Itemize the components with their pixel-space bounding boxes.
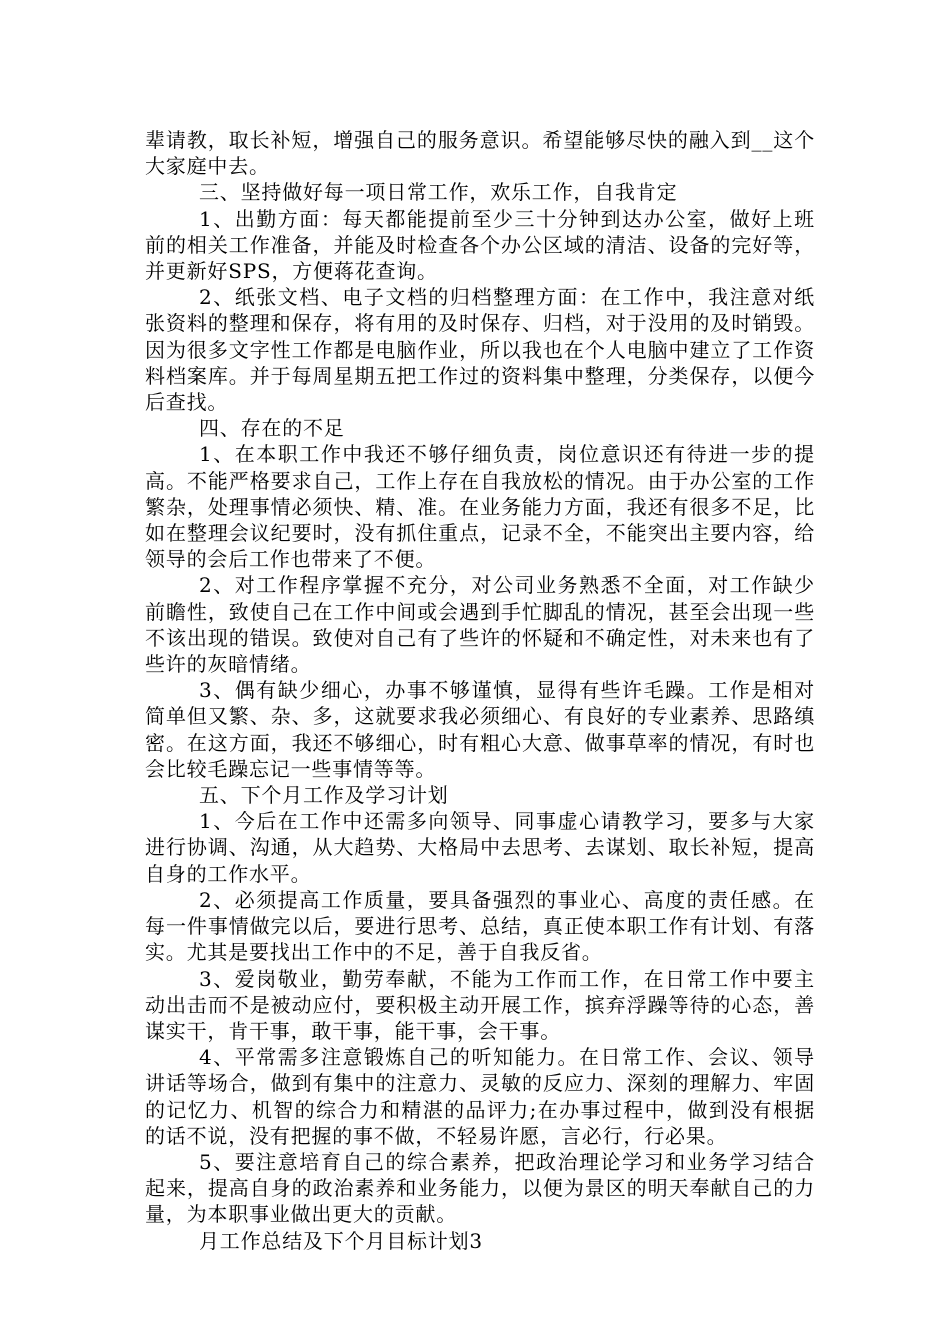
section-heading-5: 五、下个月工作及学习计划 bbox=[199, 783, 449, 808]
section-heading-3: 三、坚持做好每一项日常工作，欢乐工作，自我肯定 bbox=[199, 180, 678, 205]
paragraph-plan-4: 4、平常需多注意锻炼自己的听知能力。在日常工作、会议、领导讲话等场合，做到有集中的注意力、灵敏的反应力、深刻的理解力、牢固的记忆力、机智的综合力和精湛的品评力;在办事过程中，做到没有根据的话不说，没有把握的事不做，不轻易许愿，言必行，行必果。 bbox=[145, 1045, 815, 1148]
paragraph-plan-1: 1、今后在工作中还需多向领导、同事虚心请教学习，要多与大家进行协调、沟通，从大趋势、大格局中去思考、去谋划、取长补短，提高自身的工作水平。 bbox=[145, 809, 815, 886]
paragraph-1: 辈请教，取长补短，增强自己的服务意识。希望能够尽快的融入到__这个大家庭中去。 bbox=[145, 128, 815, 179]
paragraph-plan-5: 5、要注意培育自己的综合素养，把政治理论学习和业务学习结合起来，提高自身的政治素养和业务能力，以便为景区的明天奉献自己的力量，为本职事业做出更大的贡献。 bbox=[145, 1149, 815, 1227]
paragraph-shortcoming-3: 3、偶有缺少细心，办事不够谨慎，显得有些许毛躁。工作是相对简单但又繁、杂、多，这就要求我必须细心、有良好的专业素养、思路缜密。在这方面，我还不够细心，时有粗心大意、做事草率的情况，有时也会比较毛躁忘记一些事情等等。 bbox=[145, 678, 815, 781]
document-body bbox=[145, 127, 815, 1254]
paragraph-plan-3: 3、爱岗敬业，勤劳奉献，不能为工作而工作，在日常工作中要主动出击而不是被动应付，要积极主动开展工作，摈弃浮躁等待的心态，善谋实干，肯干事，敢干事，能干事，会干事。 bbox=[145, 966, 815, 1043]
paragraph-shortcoming-2: 2、对工作程序掌握不充分，对公司业务熟悉不全面，对工作缺少前瞻性，致使自己在工作中间或会遇到手忙脚乱的情况，甚至会出现一些不该出现的错误。致使对自己有了些许的怀疑和不确定性，对未来也有了些许的灰暗情绪。 bbox=[145, 573, 815, 677]
next-document-title: 月工作总结及下个月目标计划3 bbox=[199, 1228, 483, 1253]
paragraph-shortcoming-1: 1、在本职工作中我还不够仔细负责，岗位意识还有待进一步的提高。不能严格要求自己，工作上存在自我放松的情况。由于办公室的工作繁杂，处理事情必须快、精、准。在业务能力方面，我还有很多不足，比如在整理会议纪要时，没有抓住重点，记录不全，不能突出主要内容，给领导的会后工作也带来了不便。 bbox=[145, 442, 815, 572]
paragraph-plan-2: 2、必须提高工作质量，要具备强烈的事业心、高度的责任感。在每一件事情做完以后，要进行思考、总结，真正使本职工作有计划、有落实。尤其是要找出工作中的不足，善于自我反省。 bbox=[145, 887, 815, 965]
paragraph-archiving: 2、纸张文档、电子文档的归档整理方面：在工作中，我注意对纸张资料的整理和保存，将有用的及时保存、归档，对于没用的及时销毁。因为很多文字性工作都是电脑作业，所以我也在个人电脑中建立了工作资料档案库。并于每周星期五把工作过的资料集中整理，分类保存，以便今后查找。 bbox=[145, 285, 815, 415]
section-heading-4: 四、存在的不足 bbox=[199, 416, 345, 441]
paragraph-attendance: 1、出勤方面：每天都能提前至少三十分钟到达办公室，做好上班前的相关工作准备，并能及时检查各个办公区域的清洁、设备的完好等，并更新好SPS，方便蒋花查询。 bbox=[145, 206, 815, 284]
